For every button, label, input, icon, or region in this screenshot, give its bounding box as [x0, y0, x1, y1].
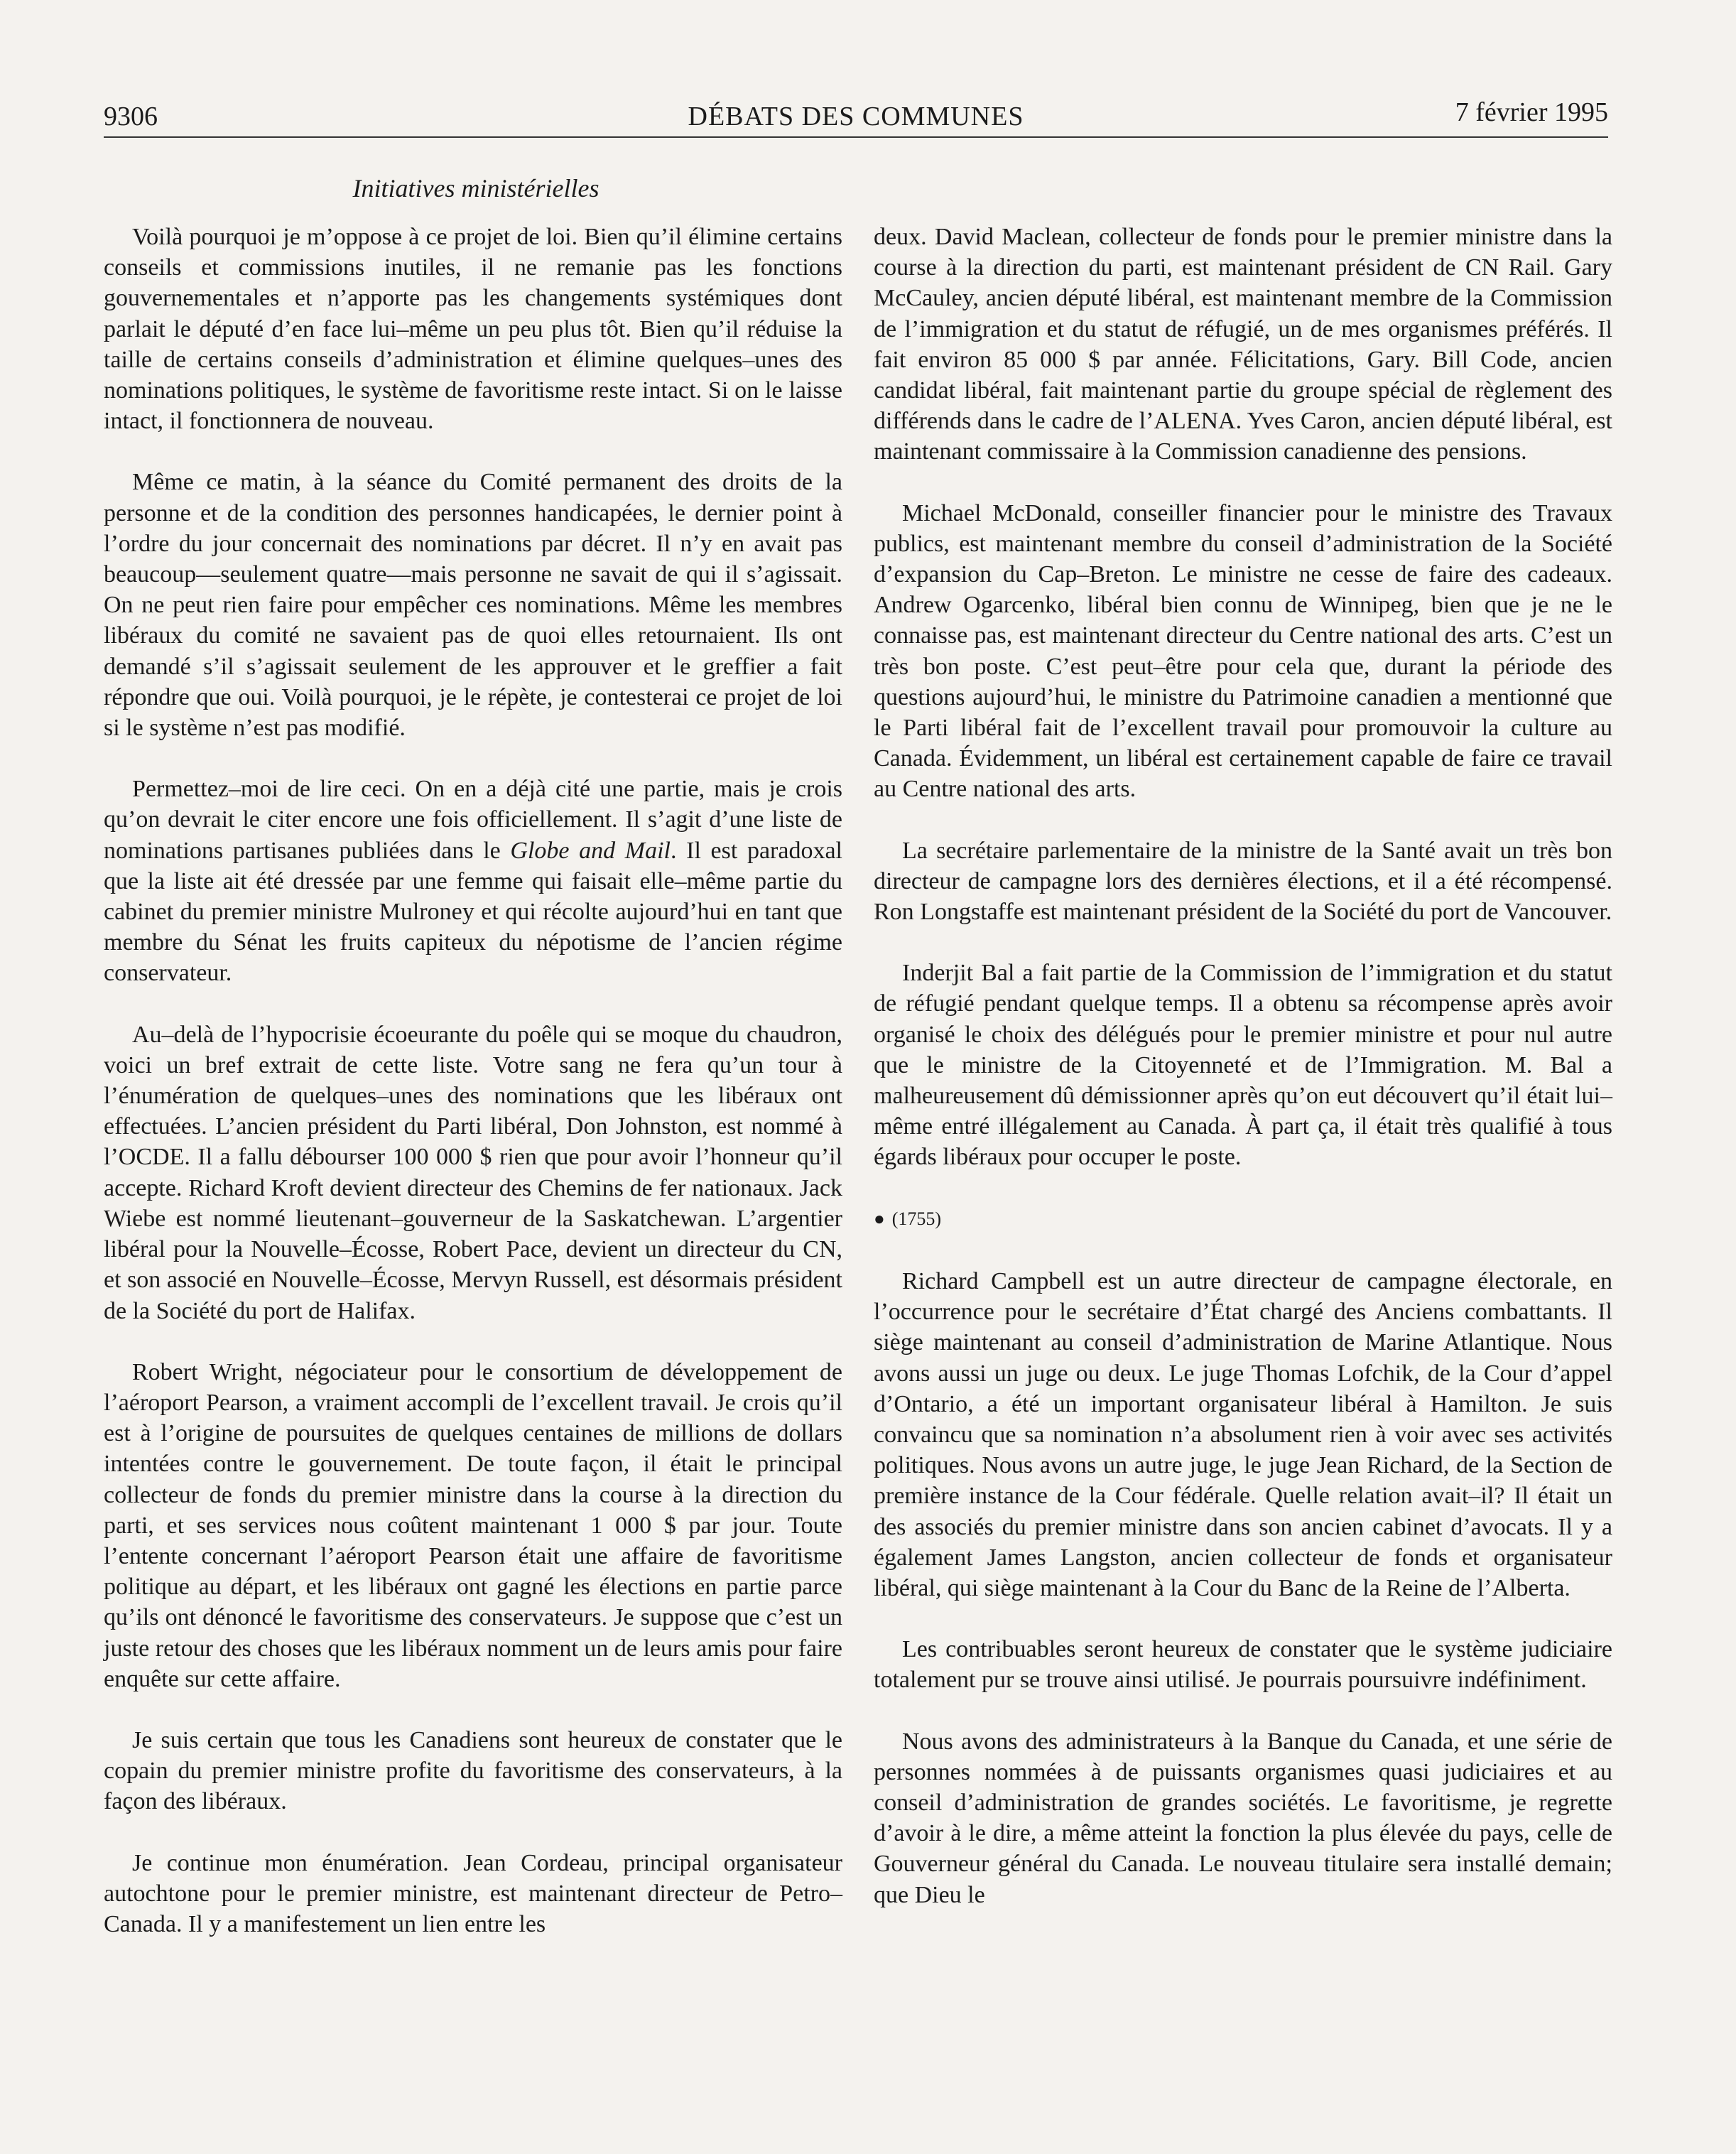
paragraph: Les contribuables seront heureux de constater que le système judiciaire totalement pur se trouve ainsi utilisé. Je pourrais poursuivre indéfiniment. [874, 1636, 1612, 1694]
paragraph: Nous avons des administrateurs à la Banque du Canada, et une série de personnes nommées à de puissants organismes quasi judiciaires et au conseil d’administration de grandes sociétés. Le favoritisme, je regrette d’avoir à le dire, a même atteint la fonction la plus élevée du pays, celle de Gouverneur général du Canada. Le nouveau titulaire sera installé demain; que Dieu le [874, 1728, 1612, 1908]
newspaper-name: Globe and Mail [510, 837, 671, 864]
publication-title: DÉBATS DES COMMUNES [688, 102, 1024, 131]
paragraph: Michael McDonald, conseiller financier pour le ministre des Travaux publics, est maintenant membre du conseil d’administration de la Société d’expansion du Cap–Breton. Le ministre ne cesse de faire des cadeaux. Andrew Ogarcenko, libéral bien connu de Winnipeg, bien que je ne le connaisse pas, est maintenant directeur du Centre national des arts. C’est un très bon poste. C’est peut–être pour cela que, durant la période des questions aujourd’hui, le ministre du Patrimoine canadien a mentionné que le Parti libéral fait de l’excellent travail pour promouvoir la culture au Canada. Évidemment, un libéral est certainement capable de faire ce travail au Centre national des arts. [874, 499, 1612, 803]
paragraph: Même ce matin, à la séance du Comité permanent des droits de la personne et de la condition des personnes handicapées, le dernier point à l’ordre du jour concernait des nominations par décret. Il n’y en avait pas beaucoup—seulement quatre—mais personne ne savait de qui il s’agissait. On ne peut rien faire pour empêcher ces nominations. Même les membres libéraux du comité ne savaient pas de quoi elles retournaient. Ils ont demandé s’il s’agissait seulement de les approuver et le greffier a fait répondre que oui. Voilà pourquoi, je le répète, je contesterai ce projet de loi si le système n’est pas modifié. [104, 469, 842, 742]
paragraph: deux. David Maclean, collecteur de fonds pour le premier ministre dans la course à la direction du parti, est maintenant président de CN Rail. Gary McCauley, ancien député libéral, est maintenant membre de la Commission de l’immigration et du statut de réfugié, un de mes organismes préférés. Il fait environ 85 000 $ par année. Félicitations, Gary. Bill Code, ancien candidat libéral, fait maintenant partie du groupe spécial de règlement des différends dans le cadre de l’ALENA. Yves Caron, ancien député libéral, est maintenant commissaire à la Commission canadienne des pensions. [874, 224, 1612, 465]
page-header [104, 97, 1608, 138]
paragraph: Inderjit Bal a fait partie de la Commission de l’immigration et du statut de réfugié pendant quelque temps. Il a obtenu sa récompense après avoir organisé le choix des délégués pour le premier ministre et pour nul autre que le ministre de la Citoyenneté et de l’Immigration. M. Bal a malheureusement dû démissionner après qu’on eut découvert qu’il était lui–même entré illégalement au Canada. À part ça, il était très qualifié à tous égards libéraux pour occuper le poste. [874, 960, 1612, 1171]
time-marker [874, 1203, 1612, 1234]
time-marker-text: (1755) [891, 1208, 942, 1229]
page-number: 9306 [104, 102, 158, 131]
paragraph: Richard Campbell est un autre directeur de campagne électorale, en l’occurrence pour le secrétaire d’État chargé des Anciens combattants. Il siège maintenant au conseil d’administration de Marine Atlantique. Nous avons aussi un juge ou deux. Le juge Thomas Lofchik, de la Cour d’appel d’Ontario, a été un important organisateur libéral à Hamilton. Je suis convaincu que sa nomination n’a absolument rien à voir avec ses activités politiques. Nous avons un autre juge, le juge Jean Richard, de la Section de première instance de la Cour fédérale. Quelle relation avait–il? Il était un des associés du premier ministre dans son ancien cabinet d’avocats. Il y a également James Langston, ancien collecteur de fonds et organisateur libéral, qui siège maintenant à la Cour du Banc de la Reine de l’Alberta. [874, 1267, 1612, 1601]
bullet-icon: ● [874, 1208, 885, 1229]
paragraph: Voilà pourquoi je m’oppose à ce projet de loi. Bien qu’il élimine certains conseils et commissions inutiles, il ne remanie pas les fonctions gouvernementales et n’apporte pas les changements systémiques dont parlait le député d’en face lui–même un peu plus tôt. Bien qu’il réduise la taille de certains conseils d’administration et élimine quelques–unes des nominations politiques, le système de favoritisme reste intact. Si on le laisse intact, il fonctionnera de nouveau. [104, 224, 842, 435]
paragraph: La secrétaire parlementaire de la ministre de la Santé avait un très bon directeur de campagne lors des dernières élections, et il a été récompensé. Ron Longstaffe est maintenant président de la Société du port de Vancouver. [874, 837, 1612, 926]
right-column [874, 222, 1612, 1941]
left-column [104, 222, 842, 1970]
publication-date: 7 février 1995 [1455, 97, 1608, 127]
section-title: Initiatives ministérielles [352, 174, 600, 202]
paragraph: Je continue mon énumération. Jean Cordeau, principal organisateur autochtone pour le premier ministre, est maintenant directeur de Petro–Canada. Il y a manifestement un lien entre les [104, 1849, 842, 1937]
paragraph: Permettez–moi de lire ceci. On en a déjà cité une partie, mais je crois qu’on devrait le citer encore une fois officiellement. Il s’agit d’une liste de nominations partisanes publiées dans le Globe and Mail. Il est paradoxal que la liste ait été dressée par une femme qui faisait elle–même partie du cabinet du premier ministre Mulroney et qui récolte aujourd’hui en tant que membre du Sénat les fruits capiteux du népotisme de l’ancien régime conservateur. [104, 776, 843, 987]
paragraph: Je suis certain que tous les Canadiens sont heureux de constater que le copain du premier ministre profite du favoritisme des conservateurs, à la façon des libéraux. [104, 1726, 842, 1815]
paragraph: Au–delà de l’hypocrisie écoeurante du poêle qui se moque du chaudron, voici un bref extrait de cette liste. Votre sang ne fera qu’un tour à l’énumération de quelques–unes des nominations que les libéraux ont effectuées. L’ancien président du Parti libéral, Don Johnston, est nommé à l’OCDE. Il a fallu débourser 100 000 $ rien que pour avoir l’honneur qu’il accepte. Richard Kroft devient directeur des Chemins de fer nationaux. Jack Wiebe est nommé lieutenant–gouverneur de la Saskatchewan. L’argentier libéral pour la Nouvelle–Écosse, Robert Pace, devient un directeur du CN, et son associé en Nouvelle–Écosse, Mervyn Russell, est désormais président de la Société du port de Halifax. [104, 1021, 842, 1324]
paragraph: Robert Wright, négociateur pour le consortium de développement de l’aéroport Pearson, a vraiment accompli de l’excellent travail. Je crois qu’il est à l’origine de poursuites de quelques centaines de millions de dollars intentées contre le gouvernement. De toute façon, il était le principal collecteur de fonds du premier ministre dans la course à la direction du parti, et ses services nous coûtent maintenant 1 000 $ par jour. Toute l’entente concernant l’aéroport Pearson était une affaire de favoritisme politique au départ, et les libéraux ont gagné les élections en partie parce qu’ils ont dénoncé le favoritisme des conservateurs. Je suppose que c’est un juste retour des choses que les libéraux nomment un de leurs amis pour faire enquête sur cette affaire. [104, 1358, 842, 1692]
